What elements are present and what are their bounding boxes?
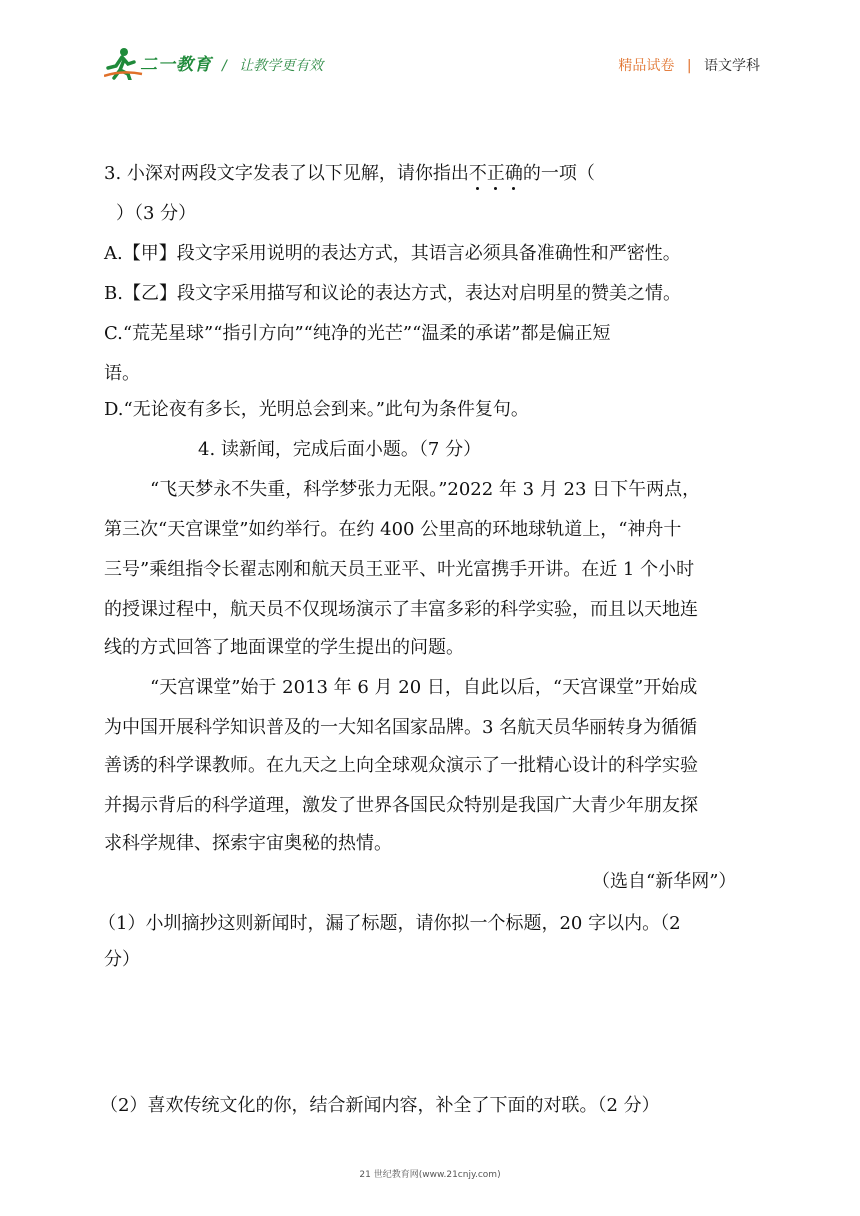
q3-stem-line2: ）（3 分） bbox=[116, 203, 197, 224]
q3-stem-text-end: 的一项（ bbox=[522, 163, 595, 184]
slogan-text: 让教学更有效 bbox=[239, 58, 324, 74]
q3-option-c-line1: C.“荒芜星球”“指引方向”“纯净的光芒”“温柔的承诺”都是偏正短 bbox=[104, 323, 611, 344]
news-p1-line: 线的方式回答了地面课堂的学生提出的问题。 bbox=[104, 637, 464, 658]
runner-logo-icon bbox=[104, 46, 144, 80]
logo bbox=[104, 46, 214, 82]
page-footer: 21 世纪教育网(www.21cnjy.com) bbox=[359, 1170, 501, 1180]
news-p2-line: 为中国开展科学知识普及的一大知名国家品牌。3 名航天员华丽转身为循循 bbox=[104, 717, 698, 738]
page-header bbox=[0, 0, 860, 100]
q3-option-d: D.“无论夜有多长，光明总会到来。”此句为条件复句。 bbox=[104, 399, 529, 420]
header-tag-subject: 语文学科 bbox=[704, 58, 760, 74]
news-source: （选自“新华网”） bbox=[592, 871, 737, 892]
news-p2-line: 并揭示背后的科学道理，激发了世界各国民众特别是我国广大青少年朋友探 bbox=[104, 795, 698, 816]
logo-text: 二一教育 bbox=[140, 55, 212, 75]
q3-stem-text: 3. 小深对两段文字发表了以下见解，请你指出 bbox=[104, 163, 469, 184]
news-p1-line: 第三次“天宫课堂”如约举行。在约 400 公里高的环地球轨道上，“神舟十 bbox=[104, 519, 682, 540]
header-tag-paper: 精品试卷 bbox=[618, 58, 675, 74]
news-p2-line: “天宫课堂”始于 2013 年 6 月 20 日，自此以后，“天宫课堂”开始成 bbox=[150, 677, 698, 698]
emphasis-char: 正 bbox=[486, 163, 505, 184]
slogan-slash: / bbox=[222, 58, 227, 74]
q4-sub1-line1: （1）小圳摘抄这则新闻时，漏了标题，请你拟一个标题，20 字以内。（2 bbox=[98, 913, 681, 934]
header-right bbox=[618, 55, 760, 75]
news-p1-line: “飞天梦永不失重，科学梦张力无限。”2022 年 3 月 23 日下午两点， bbox=[150, 479, 701, 500]
slogan bbox=[222, 55, 323, 75]
emphasis-char: 不 bbox=[468, 163, 487, 184]
q4-sub2: （2）喜欢传统文化的你，结合新闻内容，补全了下面的对联。（2 分） bbox=[100, 1095, 660, 1116]
header-separator: | bbox=[686, 58, 692, 74]
news-p2-line: 善诱的科学课教师。在九天之上向全球观众演示了一批精心设计的科学实验 bbox=[104, 755, 698, 776]
q3-stem-line1 bbox=[104, 162, 595, 186]
q4-title: 4. 读新闻，完成后面小题。（7 分） bbox=[198, 439, 482, 460]
emphasis-char: 确 bbox=[504, 163, 523, 184]
q3-option-c-line2: 语。 bbox=[104, 363, 140, 384]
q3-option-a: A.【甲】段文字采用说明的表达方式，其语言必须具备准确性和严密性。 bbox=[104, 243, 681, 264]
news-p1-line: 的授课过程中，航天员不仅现场演示了丰富多彩的科学实验，而且以天地连 bbox=[104, 599, 698, 620]
q3-option-b: B.【乙】段文字采用描写和议论的表达方式，表达对启明星的赞美之情。 bbox=[104, 283, 681, 304]
news-p2-line: 求科学规律、探索宇宙奥秘的热情。 bbox=[104, 833, 392, 854]
news-p1-line: 三号”乘组指令长翟志刚和航天员王亚平、叶光富携手开讲。在近 1 个小时 bbox=[104, 559, 695, 580]
q4-sub1-line2: 分） bbox=[104, 949, 140, 970]
